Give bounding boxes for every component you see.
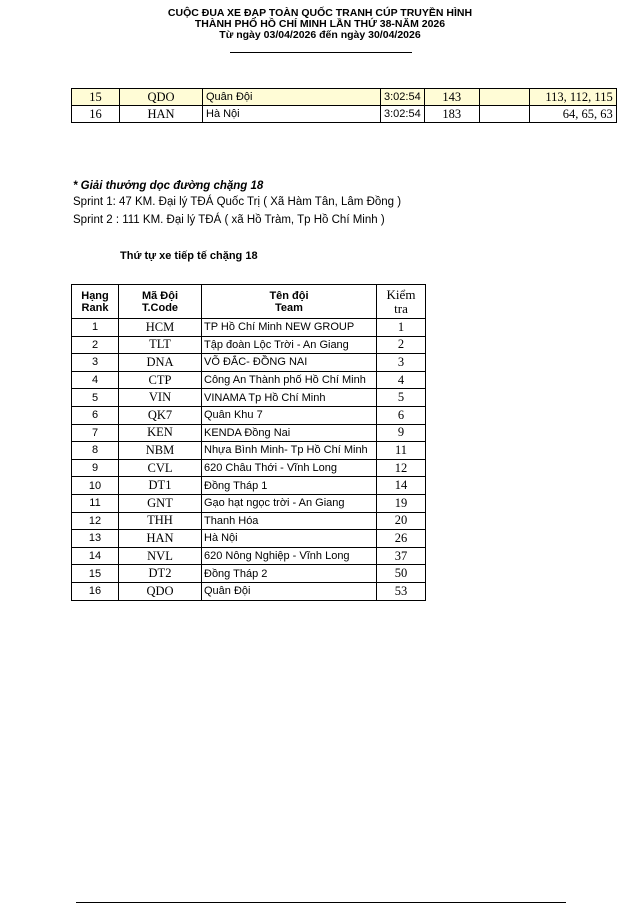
header-date-range: Từ ngày 03/04/2026 đến ngày 30/04/2026 [219,29,421,41]
team-code-cell: CVL [119,459,202,477]
team-code-cell: VIN [119,389,202,407]
team-code-cell: NBM [119,442,202,460]
check-header [377,285,426,319]
team-code-cell: QK7 [119,406,202,424]
code-header-en: T.Code [141,301,179,314]
rank-cell: 6 [72,406,119,424]
check-cell: 3 [377,354,426,372]
team-name-cell: Nhựa Bình Minh- Tp Hồ Chí Minh [202,442,377,460]
header-title: CUỘC ĐUA XE ĐẠP TOÀN QUỐC TRANH CÚP TRUYỀN HÌNH [167,7,473,19]
rank-cell: 16 [72,106,120,123]
table-row [72,582,426,600]
team-code-cell: THH [119,512,202,530]
check-header-vi: Kiểm [386,286,416,302]
team-name-cell: 620 Nông Nghiệp - Vĩnh Long [202,547,377,565]
rank-cell: 10 [72,477,119,495]
table-row [72,406,426,424]
rank-cell: 11 [72,494,119,512]
team-code-cell: QDO [119,582,202,600]
riders-cell: 64, 65, 63 [529,106,616,123]
code-header [119,285,202,319]
results-continuation-table [71,88,617,123]
points-cell: 183 [424,106,479,123]
empty-cell [479,89,529,106]
rank-header-en: Rank [81,301,109,314]
sprint-1-text: Sprint 1: 47 KM. Đại lý TĐÁ Quốc Trị ( Xã Hàm Tân, Lâm Đồng ) [73,196,402,208]
rank-cell: 12 [72,512,119,530]
rank-header-vi: Hạng [81,289,109,302]
team-name-cell: Quân Đội [202,582,377,600]
rank-header [72,285,119,319]
time-cell: 3:02:54 [381,106,425,123]
header-divider [230,52,412,53]
team-name-cell: KENDA Đồng Nai [202,424,377,442]
team-name-cell: VINAMA Tp Hồ Chí Minh [202,389,377,407]
document-header [0,8,640,41]
team-name-cell: Quân Đội [203,89,381,106]
rank-cell: 7 [72,424,119,442]
check-cell: 4 [377,371,426,389]
check-cell: 1 [377,319,426,337]
rank-cell: 16 [72,582,119,600]
check-cell: 20 [377,512,426,530]
check-cell: 5 [377,389,426,407]
team-code-cell: TLT [119,336,202,354]
check-cell: 6 [377,406,426,424]
table-row [72,477,426,495]
table-row [72,371,426,389]
table-row [72,89,617,106]
team-name-cell: TP Hồ Chí Minh NEW GROUP [202,319,377,337]
team-name-cell: Quân Khu 7 [202,406,377,424]
team-code-cell: CTP [119,371,202,389]
rank-cell: 2 [72,336,119,354]
table-row [72,424,426,442]
check-cell: 37 [377,547,426,565]
team-code-cell: KEN [119,424,202,442]
team-header-en: Team [275,301,303,314]
rank-cell: 13 [72,530,119,548]
check-cell: 26 [377,530,426,548]
team-name-cell: Công An Thành phố Hồ Chí Minh [202,371,377,389]
check-header-en: tra [394,300,408,316]
table-row [72,106,617,123]
team-header-vi: Tên đội [269,289,309,302]
team-name-cell: Tập đoàn Lộc Trời - An Giang [202,336,377,354]
table-row [72,389,426,407]
rank-cell: 1 [72,319,119,337]
team-code-cell: DNA [119,354,202,372]
table-header-row [72,285,426,319]
empty-cell [479,106,529,123]
team-code-cell: HCM [119,319,202,337]
footer-divider [76,902,566,903]
team-code-cell: HAN [119,530,202,548]
support-car-order-title: Thứ tự xe tiếp tế chặng 18 [120,250,258,262]
rank-cell: 4 [72,371,119,389]
table-row [72,459,426,477]
team-name-cell: VÕ ĐẮC- ĐỒNG NAI [202,354,377,372]
riders-cell: 113, 112, 115 [529,89,616,106]
table-row [72,547,426,565]
table-row [72,512,426,530]
check-cell: 53 [377,582,426,600]
check-cell: 11 [377,442,426,460]
rank-cell: 3 [72,354,119,372]
check-cell: 9 [377,424,426,442]
team-name-cell: Hà Nội [203,106,381,123]
time-cell: 3:02:54 [381,89,425,106]
team-name-cell: 620 Châu Thới - Vĩnh Long [202,459,377,477]
team-name-cell: Đồng Tháp 1 [202,477,377,495]
team-code-cell: GNT [119,494,202,512]
rank-cell: 5 [72,389,119,407]
rank-cell: 8 [72,442,119,460]
header-subtitle: THÀNH PHỐ HỒ CHÍ MINH LẦN THỨ 38-NĂM 2026 [194,18,446,30]
table-row [72,319,426,337]
check-cell: 19 [377,494,426,512]
team-name-cell: Hà Nội [202,530,377,548]
team-header [202,285,377,319]
ranking-rows [72,319,426,601]
table-row [72,442,426,460]
points-cell: 143 [424,89,479,106]
rank-cell: 15 [72,89,120,106]
rank-cell: 14 [72,547,119,565]
team-name-cell: Gạo hạt ngọc trời - An Giang [202,494,377,512]
table-row [72,336,426,354]
table-row [72,494,426,512]
team-name-cell: Thanh Hóa [202,512,377,530]
prizes-heading: * Giải thưởng dọc đường chặng 18 [73,180,264,192]
team-code-cell: HAN [120,106,203,123]
sprint-2-text: Sprint 2 : 111 KM. Đại lý TĐÁ ( xã Hồ Tràm, Tp Hồ Chí Minh ) [73,214,385,226]
support-car-order-table [71,284,426,601]
rank-cell: 15 [72,565,119,583]
check-cell: 2 [377,336,426,354]
team-code-cell: DT2 [119,565,202,583]
team-code-cell: DT1 [119,477,202,495]
table-row [72,354,426,372]
rank-cell: 9 [72,459,119,477]
team-code-cell: QDO [120,89,203,106]
check-cell: 50 [377,565,426,583]
table-row [72,530,426,548]
check-cell: 12 [377,459,426,477]
team-name-cell: Đồng Tháp 2 [202,565,377,583]
code-header-vi: Mã Đội [141,289,179,302]
table-row [72,565,426,583]
check-cell: 14 [377,477,426,495]
team-code-cell: NVL [119,547,202,565]
